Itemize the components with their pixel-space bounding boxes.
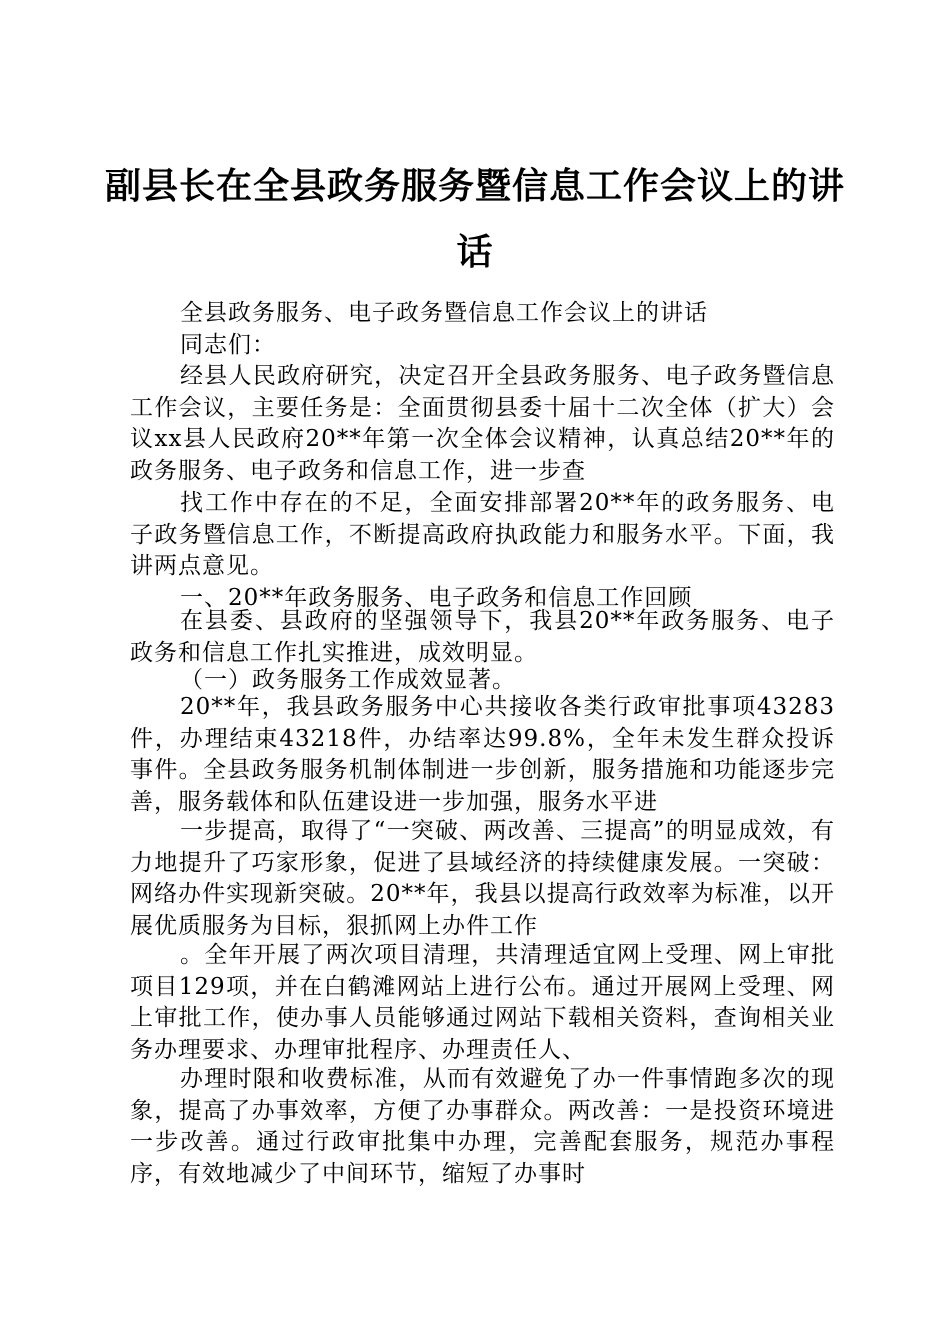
body-paragraph: 办理时限和收费标准，从而有效避免了办一件事情跑多次的现象，提高了办事效率，方便了办事群众。两改善：一是投资环境进一步改善。通过行政审批集中办理，完善配套服务，规范办事程序，有效地减少了中间环节，缩短了办事时 (130, 1066, 835, 1187)
body-paragraph: 经县人民政府研究，决定召开全县政务服务、电子政务暨信息工作会议，主要任务是：全面贯彻县委十届十二次全体（扩大）会议xx县人民政府20**年第一次全体会议精神，认真总结20**年的政务服务、电子政务和信息工作，进一步查 (130, 363, 835, 484)
salutation-paragraph: 同志们： (180, 332, 276, 358)
body-paragraph: 一步提高，取得了“一突破、两改善、三提高”的明显成效，有力地提升了巧家形象，促进了县域经济的持续健康发展。一突破：网络办件实现新突破。20**年，我县以提高行政效率为标准，以开展优质服务为目标，狠抓网上办件工作 (130, 818, 835, 939)
body-paragraph: 。全年开展了两次项目清理，共清理适宜网上受理、网上审批项目129项，并在白鹤滩网站上进行公布。通过开展网上受理、网上审批工作，使办事人员能够通过网站下载相关资料，查询相关业务办理要求、办理审批程序、办理责任人、 (130, 942, 835, 1063)
document-title-line-1: 副县长在全县政务服务暨信息工作会议上的讲 (104, 165, 845, 207)
section-heading: 一、20**年政务服务、电子政务和信息工作回顾 (180, 585, 693, 611)
body-paragraph: 在县委、县政府的坚强领导下，我县20**年政务服务、电子政务和信息工作扎实推进，成效明显。 (130, 608, 835, 666)
document-title-line-2: 话 (456, 231, 494, 273)
body-paragraph: 20**年，我县政务服务中心共接收各类行政审批事项43283件，办理结束43218件，办结率达99.8%，全年未发生群众投诉事件。全县政务服务机制体制进一步创新，服务措施和功能逐步完善，服务载体和队伍建设进一步加强，服务水平进 (130, 694, 835, 815)
subsection-heading: （一）政务服务工作成效显著。 (180, 667, 516, 693)
subtitle-paragraph: 全县政务服务、电子政务暨信息工作会议上的讲话 (180, 300, 708, 326)
body-paragraph: 找工作中存在的不足，全面安排部署20**年的政务服务、电子政务暨信息工作，不断提高政府执政能力和服务水平。下面，我讲两点意见。 (130, 490, 835, 580)
